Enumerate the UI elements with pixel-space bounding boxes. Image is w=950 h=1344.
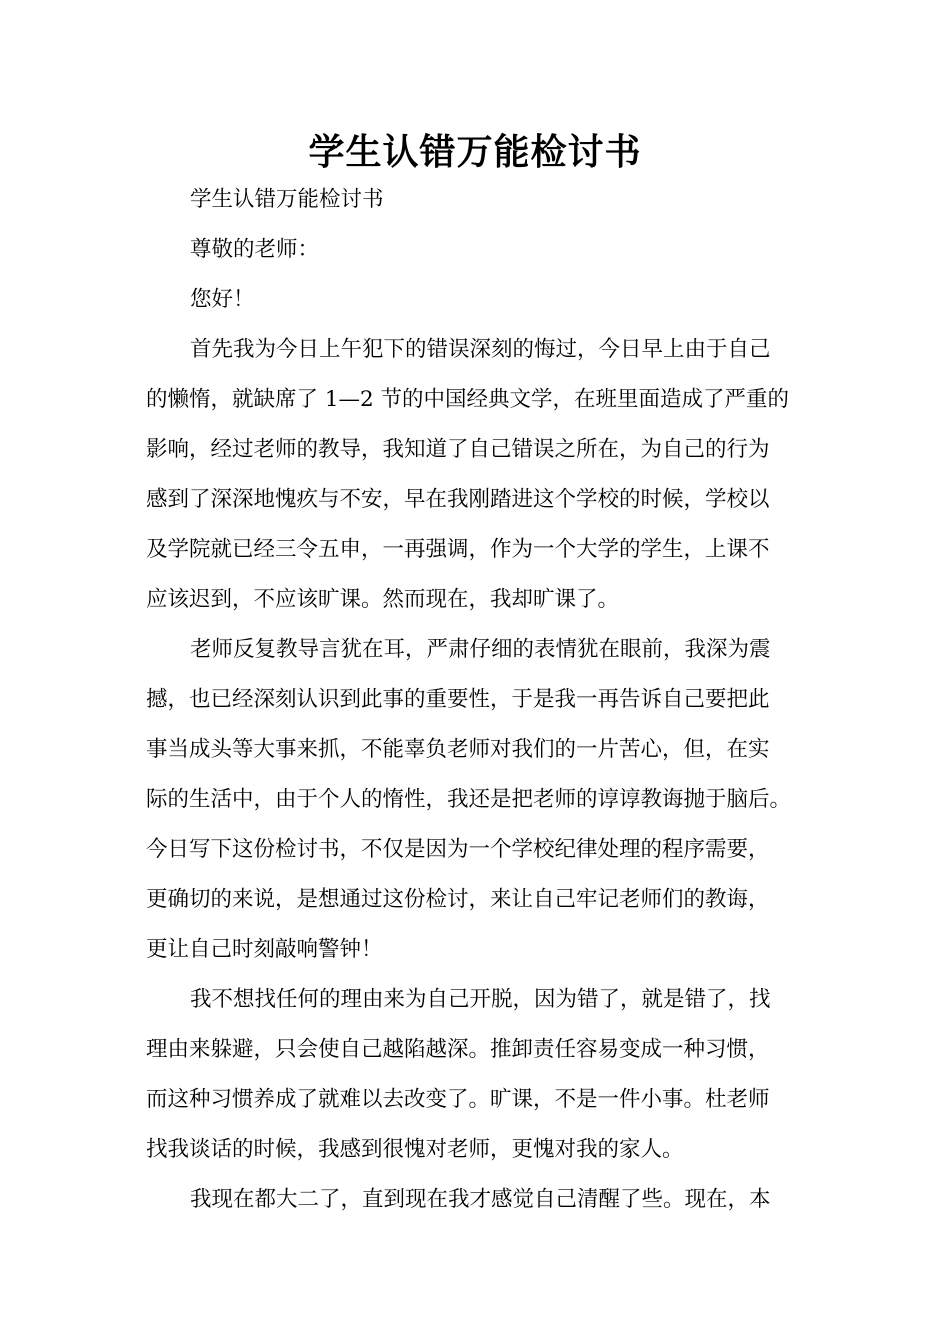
paragraph-line: 您好！ <box>190 287 255 312</box>
paragraph-line: 更让自己时刻敲响警钟！ <box>146 937 383 962</box>
paragraph-line: 找我谈话的时候，我感到很愧对老师，更愧对我的家人。 <box>146 1137 684 1162</box>
paragraph-line: 的懒惰，就缺席了 1—2 节的中国经典文学，在班里面造成了严重的 <box>146 387 790 412</box>
paragraph-line: 影响，经过老师的教导，我知道了自己错误之所在，为自己的行为 <box>146 437 770 462</box>
paragraph-line: 感到了深深地愧疚与不安，早在我刚踏进这个学校的时候，学校以 <box>146 487 770 512</box>
paragraph-line: 我不想找任何的理由来为自己开脱，因为错了，就是错了，找 <box>190 987 771 1012</box>
paragraph-line: 撼，也已经深刻认识到此事的重要性，于是我一再告诉自己要把此 <box>146 687 770 712</box>
document-title: 学生认错万能检讨书 <box>308 132 642 173</box>
paragraph-line: 理由来躲避，只会使自己越陷越深。推卸责任容易变成一种习惯， <box>146 1037 770 1062</box>
paragraph-line: 今日写下这份检讨书，不仅是因为一个学校纪律处理的程序需要， <box>146 837 770 862</box>
paragraph-line: 首先我为今日上午犯下的错误深刻的悔过，今日早上由于自己 <box>190 337 771 362</box>
paragraph-line: 尊敬的老师： <box>190 237 320 262</box>
paragraph-line: 应该迟到，不应该旷课。然而现在，我却旷课了。 <box>146 587 620 612</box>
paragraph-line: 学生认错万能检讨书 <box>190 187 384 212</box>
paragraph-line: 老师反复教导言犹在耳，严肃仔细的表情犹在眼前，我深为震 <box>190 637 771 662</box>
paragraph-line: 际的生活中，由于个人的惰性，我还是把老师的谆谆教诲抛于脑后。 <box>146 787 792 812</box>
paragraph-line: 更确切的来说，是想通过这份检讨，来让自己牢记老师们的教诲， <box>146 887 770 912</box>
paragraph-line: 我现在都大二了，直到现在我才感觉自己清醒了些。现在，本 <box>190 1187 771 1212</box>
paragraph-line: 而这种习惯养成了就难以去改变了。旷课，不是一件小事。杜老师 <box>146 1087 770 1112</box>
paragraph-line: 及学院就已经三令五申，一再强调，作为一个大学的学生，上课不 <box>146 537 770 562</box>
paragraph-line: 事当成头等大事来抓，不能辜负老师对我们的一片苦心，但，在实 <box>146 737 770 762</box>
